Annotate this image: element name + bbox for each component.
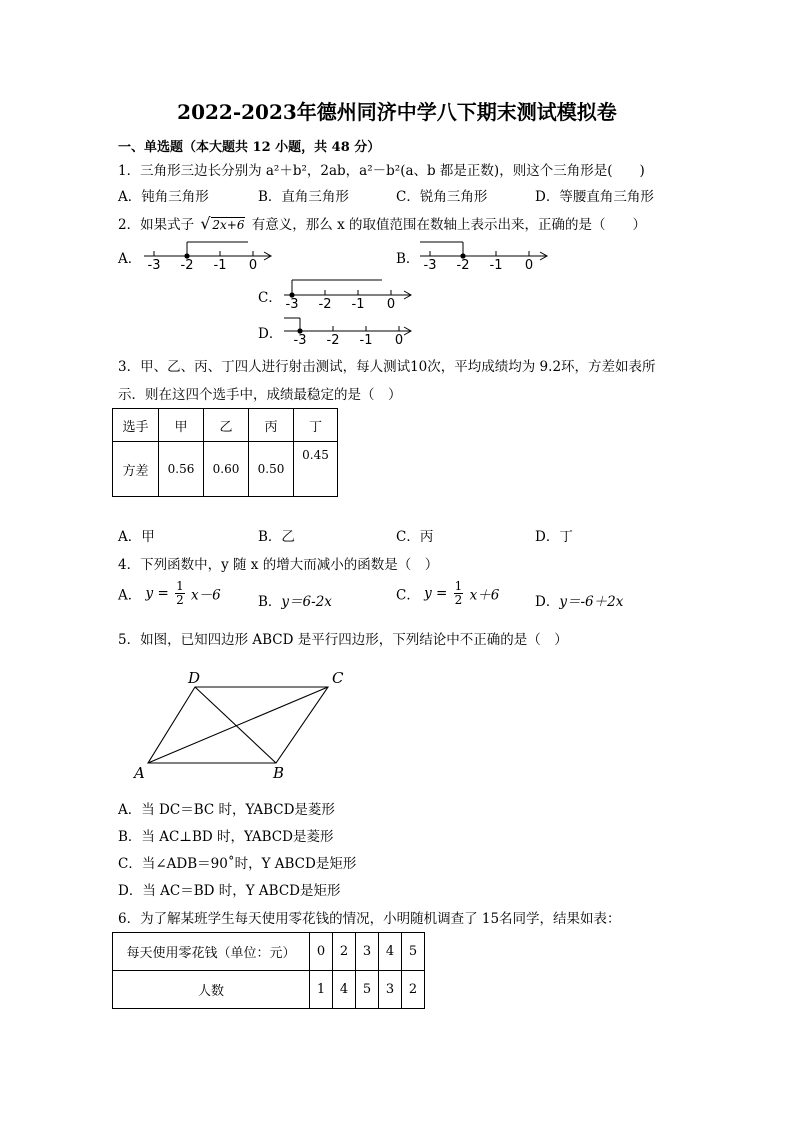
option-label: D． [535,594,560,610]
formula-prefix: y = [424,585,448,602]
fraction [454,580,464,607]
tick-label: -3 [293,333,307,347]
vertex-label-b: B [273,764,285,782]
q3-option-d[interactable]: D．丁 [535,529,573,545]
tick-label: -1 [213,258,227,272]
tick-label: -2 [456,258,470,272]
vertex-label-c: C [332,669,344,687]
sqrt-expression [200,214,245,233]
formula-prefix: y = [145,585,169,602]
q3-option-a[interactable]: A．甲 [118,529,155,545]
tick-label: -1 [489,258,503,272]
q4-option-c[interactable] [396,580,499,607]
formula: y＝-6＋2x [559,594,624,610]
formula-suffix: x－6 [191,587,221,604]
q2-number-line-d[interactable] [280,313,420,347]
variance-table [112,408,338,497]
diagonal-db [195,687,276,763]
tick-label: -3 [423,258,437,272]
table-cell: 5 [356,971,379,1009]
table-cell: 2 [402,971,425,1009]
numerator: 1 [454,579,463,593]
q2-number-line-a[interactable] [140,238,280,272]
tick-label: -2 [326,333,340,347]
q1-option-c[interactable]: C．锐角三角形 [396,189,488,205]
table-cell: 4 [379,933,402,971]
q1-stem: 1．三角形三边长分别为 a²＋b²，2ab，a²－b²(a、b 都是正数)，则这个三角形是( ) [118,163,645,179]
table-row [113,409,338,442]
q5-option-c[interactable]: C．当∠ADB＝90˚时，Y ABCD是矩形 [118,856,357,872]
tick-label: -1 [359,333,373,347]
table-cell: 选手 [113,409,159,442]
table-cell: 方差 [113,442,159,497]
q2-option-d-label[interactable]: D． [258,326,283,342]
q1-option-b[interactable]: B．直角三角形 [258,189,349,205]
formula: y＝6-2x [281,594,332,610]
table-cell: 4 [333,971,356,1009]
q2-stem-suffix: 有意义，那么 x 的取值范围在数轴上表示出来，正确的是（ ） [251,217,646,233]
tick-label: -3 [285,297,299,311]
q4-option-a[interactable] [118,580,221,607]
tick-label: -1 [351,297,365,311]
q2-stem-prefix: 2．如果式子 [118,217,195,233]
formula-suffix: x＋6 [469,587,500,604]
vertex-label-d: D [188,669,201,687]
radicand: 2x+6 [212,218,245,232]
table-cell: 每天使用零花钱（单位：元） [113,933,310,971]
table-row [113,933,425,971]
q4-option-b[interactable] [258,590,332,610]
table-row [113,971,425,1009]
q5-option-a[interactable]: A．当 DC＝BC 时，YABCD是菱形 [118,802,335,818]
tick-label: -2 [318,297,332,311]
radical-icon: √ [200,214,211,233]
parallelogram-figure [128,665,358,785]
tick-label: 0 [394,333,404,347]
table-cell: 0.45 [294,442,338,497]
table-row [113,442,338,497]
table-cell: 3 [379,971,402,1009]
table-cell: 丙 [249,409,294,442]
vertex-label-a: A [134,764,145,782]
q5-option-b[interactable]: B．当 AC⊥BD 时，YABCD是菱形 [118,829,334,845]
tick-label: -2 [180,258,194,272]
table-cell: 人数 [113,971,310,1009]
tick-label: 0 [248,258,258,272]
q2-stem [118,213,646,233]
q2-option-a-label[interactable]: A． [118,251,142,267]
page-title: 2022-2023年德州同济中学八下期末测试模拟卷 [177,100,617,124]
q3-option-c[interactable]: C．丙 [396,529,434,545]
option-label: C． [396,587,420,604]
q1-option-a[interactable]: A．钝角三角形 [118,189,209,205]
q2-option-c-label[interactable]: C． [258,290,282,306]
tick-label: 0 [524,258,534,272]
q3-option-b[interactable]: B．乙 [258,529,295,545]
tick-label: -3 [147,258,161,272]
table-cell: 0.50 [249,442,294,497]
table-cell: 3 [356,933,379,971]
option-label: B． [258,594,282,610]
q2-number-line-c[interactable] [280,277,420,311]
q1-option-d[interactable]: D．等腰直角三角形 [535,189,654,205]
q6-stem: 6．为了解某班学生每天使用零花钱的情况，小明随机调查了 15名同学，结果如表： [118,911,621,927]
denominator: 2 [454,593,463,607]
denominator: 2 [176,593,184,607]
pocket-money-table [112,932,425,1009]
table-cell: 乙 [204,409,249,442]
tick-label: 0 [386,297,396,311]
numerator: 1 [176,579,184,593]
table-cell: 5 [402,933,425,971]
q3-stem-line1: 3．甲、乙、丙、丁四人进行射击测试，每人测试10次，平均成绩均为 9.2环，方差如表所 [118,359,656,375]
table-cell: 1 [310,971,333,1009]
table-cell: 2 [333,933,356,971]
section-header: 一、单选题（本大题共 12 小题，共 48 分） [118,140,381,155]
table-cell: 0.60 [204,442,249,497]
q2-option-b-label[interactable]: B． [396,251,420,267]
q4-option-d[interactable] [535,590,623,610]
option-label: A． [118,587,142,604]
table-cell: 甲 [159,409,204,442]
table-cell: 丁 [294,409,338,442]
q2-number-line-b[interactable] [416,238,556,272]
diagonal-ac [148,687,328,763]
q5-stem: 5．如图，已知四边形 ABCD 是平行四边形，下列结论中不正确的是（ ） [118,632,568,648]
table-cell: 0.56 [159,442,204,497]
fraction [175,580,185,607]
q3-stem-line2: 示．则在这四个选手中，成绩最稳定的是（ ） [118,387,402,403]
q4-stem: 4．下列函数中，y 随 x 的增大而减小的函数是（ ） [118,557,439,573]
q5-option-d[interactable]: D．当 AC＝BD 时，Y ABCD是矩形 [118,883,341,899]
table-cell: 0 [310,933,333,971]
